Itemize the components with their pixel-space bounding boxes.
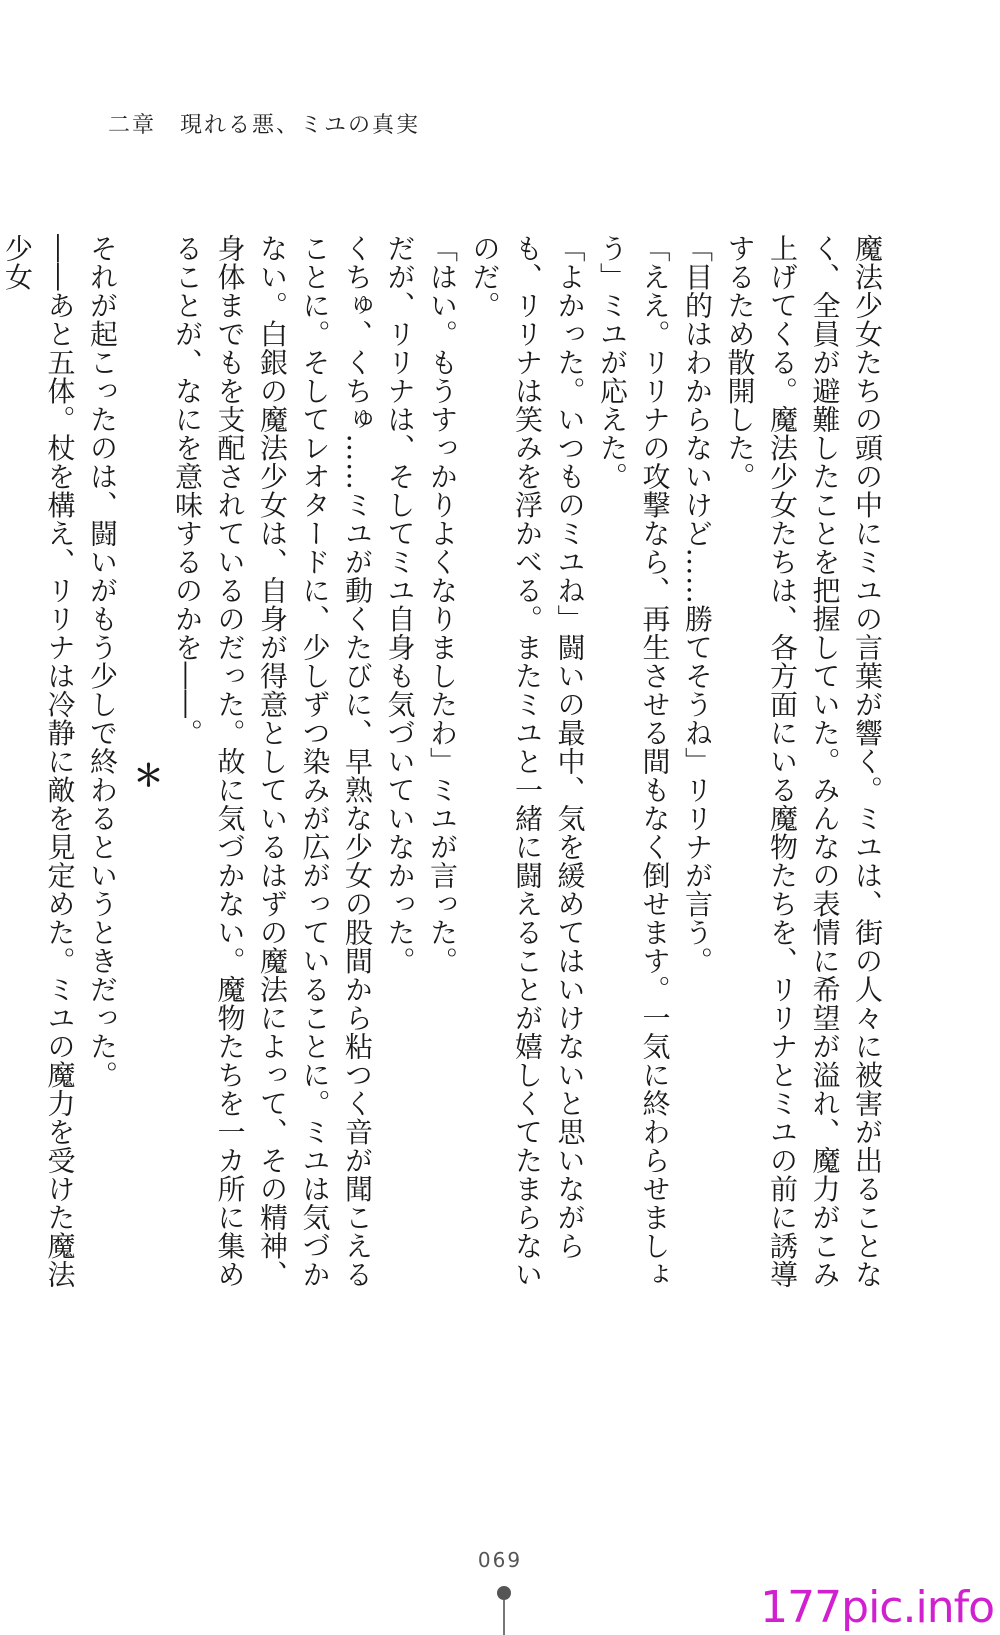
paragraph: 「目的はわからないけど……勝てそうね」リリナが言う。 xyxy=(681,234,714,975)
paragraph: くちゅ、くちゅ……ミユが動くたびに、早熟な少女の股間から粘つく音が聞こえることに。そしてレオタードに、少しずつ染みが広がっていることに。ミユは気づかない。白銀の魔法少女は、自身が得意としているはずの魔法によって、その精神、身体までもを支配されているのだった。故に気づかない。魔物たちを一カ所に集めることが、なにを意味するのかを――。 xyxy=(171,234,374,1289)
page-number: 069 xyxy=(477,1548,523,1572)
page-marker-line xyxy=(503,1600,505,1635)
chapter-title: 二章 現れる悪、ミユの真実 xyxy=(108,113,421,138)
paragraph: 「よかった。いつものミユね」闘いの最中、気を緩めてはいけないと思いながらも、リリナは笑みを浮かべる。またミユと一緒に闘えることが嬉しくてたまらないのだ。 xyxy=(468,234,587,1289)
body-text xyxy=(1,234,888,1316)
paragraph: だが、リリナは、そしてミユ自身も気づいていなかった。 xyxy=(383,234,417,975)
watermark: 177pic.info xyxy=(760,1582,994,1633)
paragraph: ――あと五体。杖を構え、リリナは冷静に敵を見定めた。ミユの魔力を受けた魔法少女 xyxy=(1,234,77,1289)
paragraph: 魔法少女たちの頭の中にミユの言葉が響く。ミユは、街の人々に被害が出ることなく、全員が避難したことを把握していた。みんなの表情に希望が溢れ、魔力がこみ上げてくる。魔法少女たちは、各方面にいる魔物たちを、リリナとミユの前に誘導するため散開した。 xyxy=(723,234,884,1289)
section-separator: ＊ xyxy=(127,759,163,791)
paragraph: それが起こったのは、闘いがもう少しで終わるというときだった。 xyxy=(86,234,119,1089)
paragraph: 「ええ。リリナの攻撃なら、再生させる間もなく倒せます。一気に終わらせましょう」ミユが応えた。 xyxy=(596,234,672,1289)
paragraph: 「はい。もうすっかりよくなりましたわ」ミユが言った。 xyxy=(426,234,459,975)
page-marker-dot-icon xyxy=(497,1586,511,1600)
